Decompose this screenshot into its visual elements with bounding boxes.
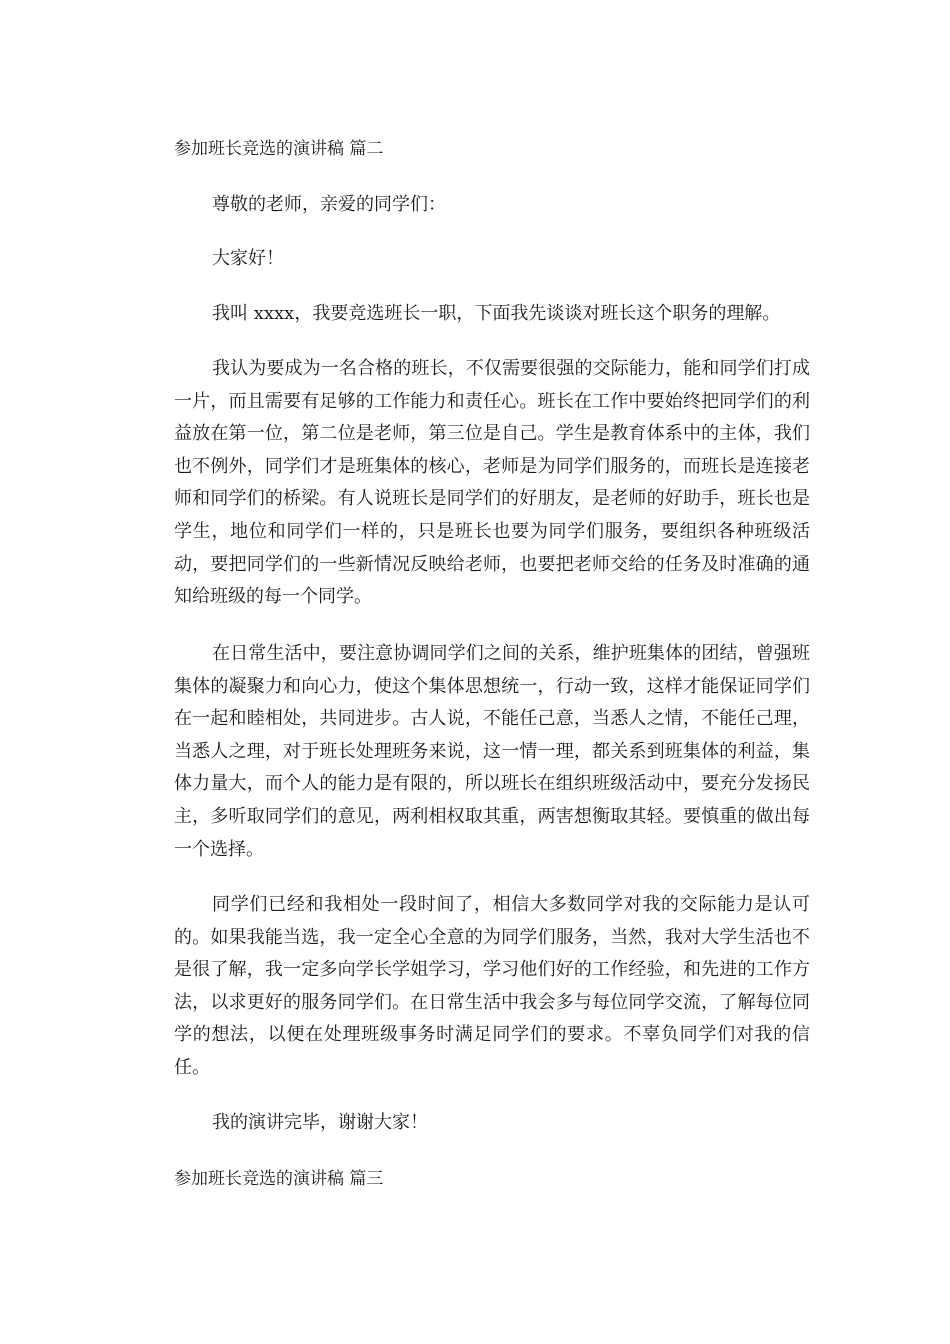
body-paragraph-2: 在日常生活中，要注意协调同学们之间的关系，维护班集体的团结，曾强班集体的凝聚力和向心力，使这个集体思想统一，行动一致，这样才能保证同学们在一起和睦相处，共同进步。古人说，不能任己意，当悉人之情，不能任己理，当悉人之理，对于班长处理班务来说，这一情一理，都关系到班集体的利益，集体力量大，而个人的能力是有限的，所以班长在组织班级活动中，要充分发扬民主，多听取同学们的意见，两利相权取其重，两害想衡取其轻。要慎重的做出每一个选择。 xyxy=(174,643,810,860)
greeting: 大家好！ xyxy=(212,248,284,269)
salutation: 尊敬的老师，亲爱的同学们： xyxy=(212,194,446,215)
section-three-title: 参加班长竞选的演讲稿 篇三 xyxy=(174,1169,384,1189)
closing-line: 我的演讲完毕，谢谢大家！ xyxy=(212,1112,428,1133)
body-paragraph-3: 同学们已经和我相处一段时间了，相信大多数同学对我的交际能力是认可的。如果我能当选，我一定全心全意的为同学们服务，当然，我对大学生活也不是很了解，我一定多向学长学姐学习，学习他们好的工作经验，和先进的工作方法，以求更好的服务同学们。在日常生活中我会多与每位同学交流，了解每位同学的想法，以便在处理班级事务时满足同学们的要求。不辜负同学们对我的信任。 xyxy=(174,894,810,1078)
intro-paragraph: 我叫 xxxx，我要竞选班长一职，下面我先谈谈对班长这个职务的理解。 xyxy=(212,303,781,324)
section-two-title: 参加班长竞选的演讲稿 篇二 xyxy=(174,139,384,159)
body-paragraph-1: 我认为要成为一名合格的班长，不仅需要很强的交际能力，能和同学们打成一片，而且需要有足够的工作能力和责任心。班长在工作中要始终把同学们的利益放在第一位，第二位是老师，第三位是自己。学生是教育体系中的主体，我们也不例外，同学们才是班集体的核心，老师是为同学们服务的，而班长是连接老师和同学们的桥梁。有人说班长是同学们的好朋友，是老师的好助手，班长也是学生，地位和同学们一样的，只是班长也要为同学们服务，要组织各种班级活动，要把同学们的一些新情况反映给老师，也要把老师交给的任务及时准确的通知给班级的每一个同学。 xyxy=(174,358,810,608)
